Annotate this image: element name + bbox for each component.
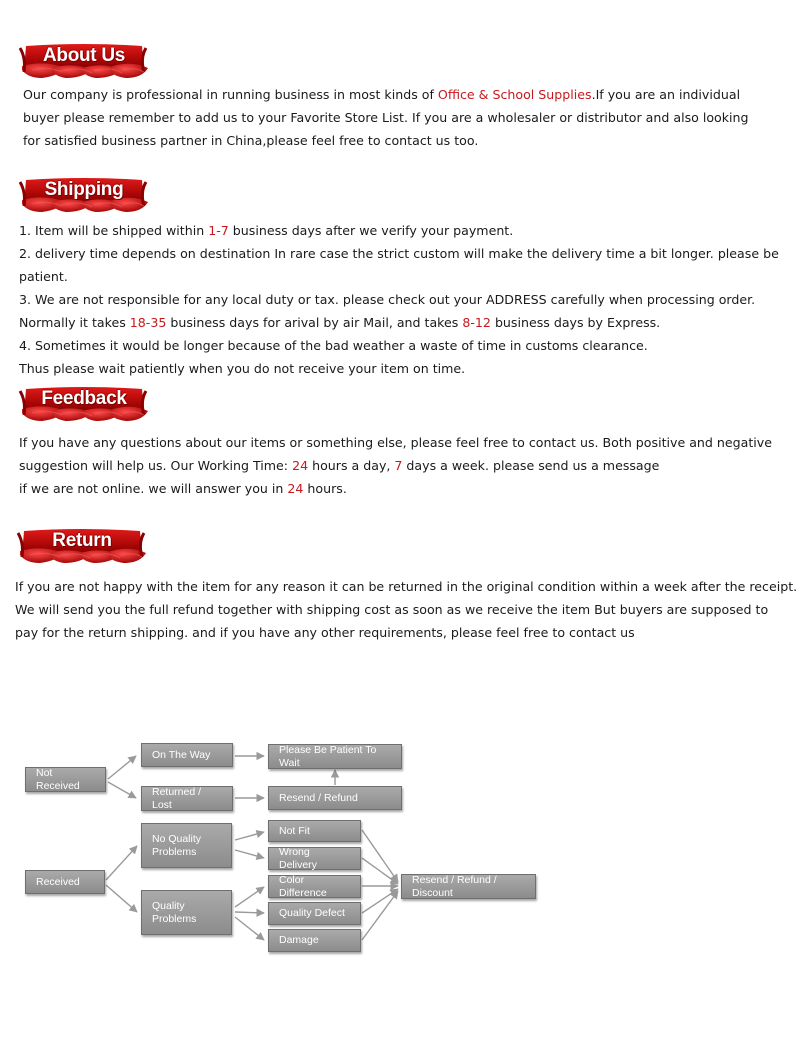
return-title: Return [52,530,112,551]
node-not-received: Not Received [25,767,106,792]
shipping-title: Shipping [44,179,124,200]
shipping-text: 1. Item will be shipped within 1-7 business days after we verify your payment. 2. delivery time depends on destination In rare case the strict custom will make the delivery time a bit longer. please be patient. 3. We are not responsible for any local duty or tax. please check out your ADDRESS carefully when processing order. Normally it takes 18-35 business days for arival by air Mail, and takes 8-12 business days by Express. 4. Sometimes it would be longer because of the bad weather a waste of time in customs clearance. Thus please wait patiently when you do not receive your item on time. [19,223,779,376]
node-no-quality-problems: No Quality Problems [141,823,232,868]
node-returned-lost: Returned / Lost [141,786,233,811]
node-received: Received [25,870,105,894]
node-on-the-way: On The Way [141,743,233,767]
about-us-text: Our company is professional in running business in most kinds of Office & School Supplies.If you are an individual buyer please remember to add us to your Favorite Store List. If you are a wholesaler or distributor and also looking for satisfied business partner in China,please feel free to contact us too. [23,87,749,148]
node-not-fit: Not Fit [268,820,361,842]
highlight-text: Office & School Supplies [437,87,592,102]
about-us-title: About Us [42,45,126,66]
node-resend-refund: Resend / Refund [268,786,402,810]
node-damage: Damage [268,929,361,952]
node-please-be-patient: Please Be Patient To Wait [268,744,402,769]
feedback-text: If you have any questions about our items or something else, please feel free to contact us. Both positive and negative suggestion will help us. Our Working Time: 24 hours a day, 7 days a week. please send us a message if we are not online. we will answer you in 24 hours. [19,435,772,496]
feedback-title: Feedback [41,388,127,409]
node-quality-problems: Quality Problems [141,890,232,935]
node-resend-refund-discount: Resend / Refund / Discount [401,874,536,899]
return-text: If you are not happy with the item for any reason it can be returned in the original condition within a week after the receipt. We will send you the full refund together with shipping cost as soon as we receive the item But buyers are supposed to pay for the return shipping. and if you have any other requirements, please feel free to contact us [15,579,798,640]
feedback-banner [18,383,150,423]
return-banner [16,525,148,565]
about-us-banner [18,40,150,80]
node-wrong-delivery: Wrong Delivery [268,847,361,870]
shipping-banner [18,174,150,214]
node-color-difference: Color Difference [268,875,361,898]
node-quality-defect: Quality Defect [268,902,361,925]
